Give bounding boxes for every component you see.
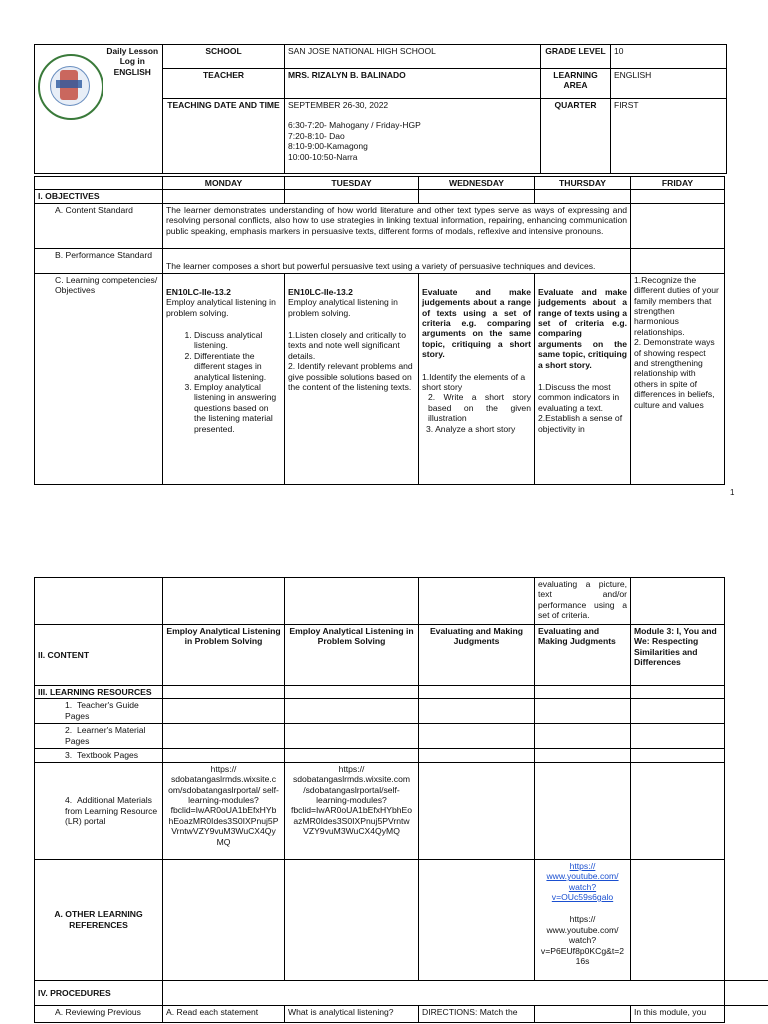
content-wednesday: Evaluating and Making Judgments (419, 625, 535, 686)
objective-item: 1.Recognize the different duties of your family members that strengthen harmonious relationships. (634, 274, 719, 337)
objective-item: 2. Identify relevant problems and give possible solutions based on the content of the listening texts. (288, 361, 413, 393)
competencies-wednesday (419, 273, 535, 484)
procedure-tuesday: What is analytical listening? (285, 1005, 419, 1022)
competencies-label: C. Learning competencies/ Objectives (35, 273, 163, 484)
procedure-friday: In this module, you (631, 1005, 725, 1022)
school-value: SAN JOSE NATIONAL HIGH SCHOOL (285, 45, 541, 69)
competencies-tuesday (285, 273, 419, 484)
content-standard-label: A. Content Standard (35, 203, 163, 248)
resource-item: 1. Teacher's Guide Pages (35, 699, 163, 724)
area-value: ENGLISH (611, 69, 727, 99)
objectives-section: I. OBJECTIVES (35, 190, 163, 203)
schedule-line: 7:20-8:10- Dao (288, 130, 345, 141)
objective-item: 2.Establish a sense of objectivity in (538, 413, 623, 434)
competencies-monday (163, 273, 285, 484)
header-table (34, 44, 727, 174)
grade-value: 10 (611, 45, 727, 69)
schedule-line: 8:10-9:00-Kamagong (288, 141, 368, 152)
day-header-wednesday: WEDNESDAY (419, 177, 535, 190)
other-references-label: A. OTHER LEARNING REFERENCES (35, 859, 163, 980)
competencies-thursday (535, 273, 631, 484)
schedule-line: 10:00-10:50-Narra (288, 151, 358, 162)
teacher-value: MRS. RIZALYN B. BALINADO (285, 69, 541, 99)
competency-desc: Employ analytical listening in problem solving. (166, 297, 276, 318)
resource-item: 4. Additional Materials from Learning Resource (LR) portal (35, 762, 163, 859)
quarter-value: FIRST (611, 99, 727, 174)
competency-head: Evaluate and make judgements about a range of texts using a set of criteria e.g. comparing arguments on the same topic, critiquing a short story. (422, 286, 531, 360)
competency-code: EN10LC-IIe-13.2 (166, 286, 231, 297)
content-thursday: Evaluating and Making Judgments (535, 625, 631, 686)
objective-item: 3. Analyze a short story (426, 423, 516, 434)
competency-code: EN10LC-IIe-13.2 (288, 286, 353, 297)
procedure-wednesday: DIRECTIONS: Match the (419, 1005, 535, 1022)
performance-standard-label: B. Performance Standard (35, 248, 163, 273)
schedule-line: 6:30-7:20- Mahogany / Friday-HGP (288, 120, 421, 131)
date-cell (285, 99, 541, 174)
objectives-table (34, 176, 725, 485)
objective-item: 2. Demonstrate ways of showing respect and strengthening relationship with others in spite of differences in beliefs, culture and values (634, 337, 715, 410)
day-header-friday: FRIDAY (631, 177, 725, 190)
quarter-label: QUARTER (541, 99, 611, 174)
teacher-label: TEACHER (163, 69, 285, 99)
objective-item: 2. Write a short story based on the given illustration (428, 392, 531, 424)
lr-portal-link-monday[interactable]: https:// sdobatangaslrmds.wixsite.c om/sdobatangaslrportal/ self-learning-modules? fbclid=IwAR0oUA1bEfxHYb hEoazMR0Ides3S0IXPnuj5P VrntwVZY9vuM3WuCX4Qy MQ (163, 762, 285, 859)
dll-title: Daily Lesson Log in ENGLISH (103, 45, 163, 174)
procedure-monday: A. Read each statement (163, 1005, 285, 1022)
resource-item: 2. Learner's Material Pages (35, 724, 163, 749)
objective-item: 1.Identify the elements of a short story (422, 371, 526, 393)
procedures-section: IV. PROCEDURES (35, 980, 163, 1005)
youtube-links (535, 859, 631, 980)
content-tuesday: Employ Analytical Listening in Problem Solving (285, 625, 419, 686)
competency-desc: Employ analytical listening in problem solving. (288, 297, 398, 318)
objective-item: 2. Differentiate the different stages in analytical listening. (194, 351, 281, 382)
objective-item: 1.Discuss the most common indicators in evaluating a text. (538, 382, 620, 413)
content-monday: Employ Analytical Listening in Problem Solving (163, 625, 285, 686)
performance-standard-text: The learner composes a short but powerful persuasive text using a variety of persuasive techniques and devices. (163, 248, 631, 273)
page-number: 1 (730, 488, 735, 497)
day-header-monday: MONDAY (163, 177, 285, 190)
content-friday: Module 3: I, You and We: Respecting Similarities and Differences (631, 625, 725, 686)
resource-item: 3. Textbook Pages (35, 749, 163, 762)
content-table (34, 577, 768, 1023)
content-section: II. CONTENT (35, 625, 163, 686)
competency-head: Evaluate and make judgements about a range of texts using a set of criteria e.g. comparing arguments on the same topic, critiquing a short story. (538, 286, 627, 370)
objective-item: 3. Employ analytical listening in answering questions based on the listening material presented. (194, 382, 281, 434)
day-header-tuesday: TUESDAY (285, 177, 419, 190)
date-value: SEPTEMBER 26-30, 2022 (288, 100, 389, 110)
school-label: SCHOOL (163, 45, 285, 69)
content-standard-text: The learner demonstrates understanding of how world literature and other text types serve as ways of expressing and resolving personal conflicts, also how to use strategies in linking textual information, repairing, enhancing communication public speaking, emphasis markers in persuasive texts, different forms of modals, reflexive and intensive pronouns. (163, 203, 631, 248)
area-label: LEARNING AREA (541, 69, 611, 99)
grade-label: GRADE LEVEL (541, 45, 611, 69)
objective-item: 1. Discuss analytical listening. (194, 330, 281, 351)
youtube-link-1[interactable]: https:// www.youtube.com/ watch? v=OUc59s6galo (546, 860, 619, 903)
competencies-friday (631, 273, 725, 484)
deped-seal (35, 45, 103, 174)
reviewing-previous-label: A. Reviewing Previous (35, 1005, 163, 1022)
resources-section: III. LEARNING RESOURCES (35, 686, 163, 699)
date-label: TEACHING DATE AND TIME (163, 99, 285, 174)
objective-item: 1.Listen closely and critically to texts and note well significant details. (288, 330, 406, 361)
youtube-link-2[interactable]: https:// www.youtube.com/ watch? v=P6EUf8p0KCg&t=2 16s (540, 914, 625, 967)
thursday-continuation: evaluating a picture, text and/or performance using a set of criteria. (535, 578, 631, 625)
lr-portal-link-tuesday[interactable]: https:// sdobatangaslrmds.wixsite.com /sdobatangaslrportal/self- learning-modules? fbclid=IwAR0oUA1bEfxHYbhEo azMR0Ides3S0IXPnuj5PVrntw VZY9vuM3WuCX4QyMQ (285, 762, 419, 859)
day-header-thursday: THURSDAY (535, 177, 631, 190)
